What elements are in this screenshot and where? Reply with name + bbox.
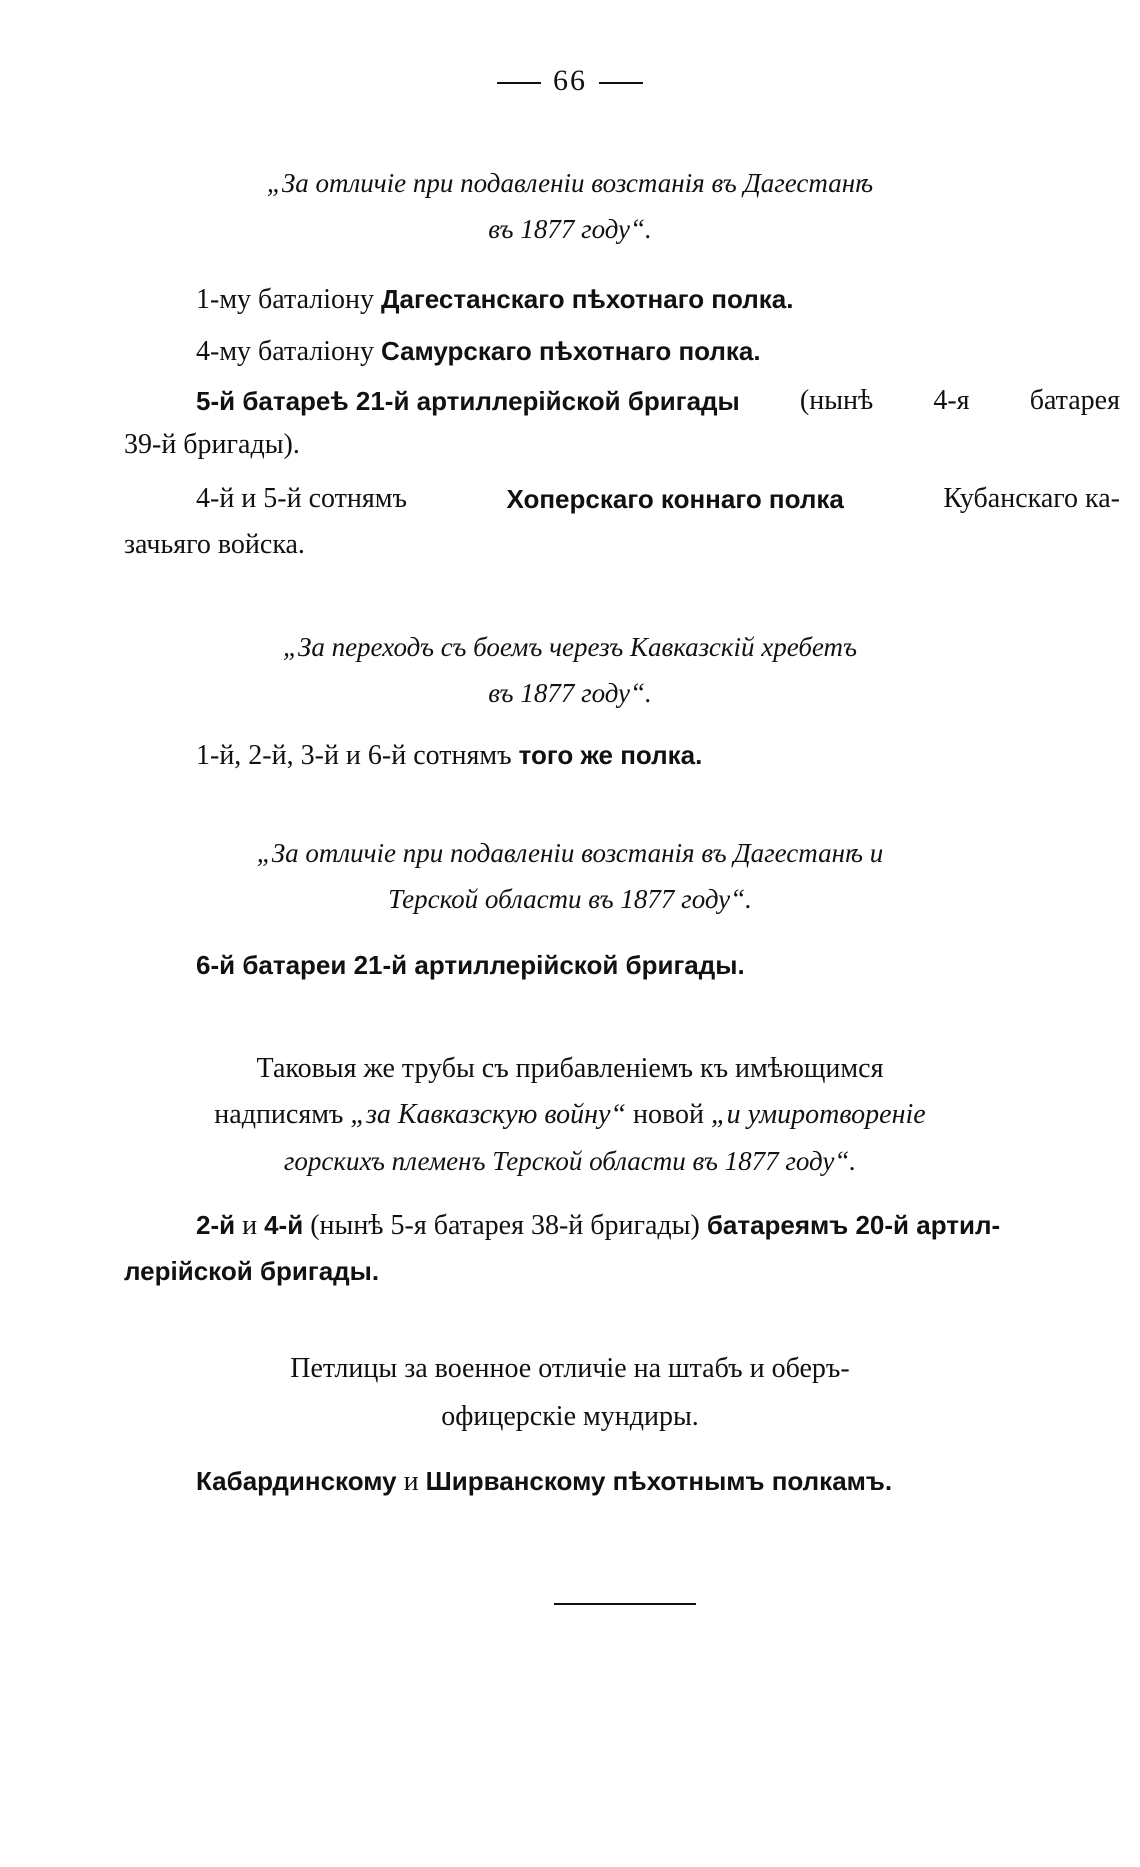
section4-item1-bold-c: батареямъ 20-й артил- (706, 1210, 1001, 1240)
section5-line1: Петлицы за военное отличіе на штабъ и оберъ- (290, 1353, 850, 1384)
section1-item4-bold: Хоперскаго коннаго полка (506, 484, 844, 514)
section1-item3-rest-b: 4-я (933, 385, 970, 416)
section4-line3: горскихъ племенъ Терской области въ 1877 году“. (283, 1146, 857, 1176)
section2-item1-bold: того же полка. (518, 740, 703, 770)
section4-line2 (0, 1092, 1140, 1138)
end-separator-rule (554, 1603, 696, 1605)
section1-item3-rest-c: батарея (1029, 385, 1120, 416)
section5-item1-bold-a: Кабардинскому (196, 1466, 397, 1496)
section4-item1-bold-b: 4-й (264, 1210, 304, 1240)
section1-item1 (196, 276, 793, 323)
section1-caption-line2: въ 1877 году“. (488, 214, 652, 244)
section4-line2-italic: „за Кавказскую войну“ (350, 1099, 626, 1130)
section2-item1 (196, 732, 702, 779)
section4-line2-text: надписямъ (214, 1099, 351, 1130)
section5-item1 (196, 1458, 892, 1505)
page-number-text: 66 (553, 64, 587, 97)
section1-item2-bold: Самурскаго пѣхотнаго полка. (380, 336, 761, 366)
section2-caption-line1: „За переходъ съ боемъ черезъ Кавказскій хребетъ (282, 632, 858, 662)
section1-item2-text: 4-му баталіону (196, 336, 381, 367)
section3-item1 (196, 942, 745, 989)
section4-line2-mid: новой (626, 1099, 711, 1130)
section3-caption-line1: „За отличіе при подавленіи возстанія въ Дагестанѣ и (256, 838, 884, 868)
section3-item1-bold: 6-й батареи 21-й артиллерійской бригады. (196, 950, 745, 980)
section5-item1-bold-b: Ширванскому пѣхотнымъ полкамъ. (425, 1466, 893, 1496)
section4-item1-text-b: (нынѣ 5-я батарея 38-й бригады) (303, 1210, 707, 1241)
section4-item1-text-a: и (235, 1210, 265, 1241)
section4-line1: Таковыя же трубы съ прибавленіемъ къ имѣющимся (256, 1053, 884, 1084)
page-number-dash-left (497, 82, 541, 84)
section4-item1-bold-a: 2-й (196, 1210, 236, 1240)
section1-item1-text: 1-му баталіону (196, 284, 381, 315)
section5-item1-mid: и (396, 1466, 426, 1497)
section1-item4-line2: зачьяго войска. (124, 529, 305, 560)
section4-line2-italic2: „и умиротвореніе (711, 1099, 926, 1130)
page-number (0, 64, 1140, 98)
section1-item3-rest-a: (нынѣ (799, 385, 874, 416)
section1-item3-line1 (196, 378, 1120, 424)
section3-caption-line2: Терской области въ 1877 году“. (388, 884, 752, 914)
section1-caption-line1: „За отличіе при подавленіи возстанія въ Дагестанѣ (266, 168, 874, 198)
section2-caption-line2: въ 1877 году“. (488, 678, 652, 708)
section1-item4-rest: Кубанскаго ка- (943, 483, 1120, 514)
section1-item3-line2: 39-й бригады). (124, 429, 300, 460)
section1-item4-text: 4-й и 5-й сотнямъ (196, 483, 407, 514)
page-number-dash-right (599, 82, 643, 84)
section1-item1-bold: Дагестанскаго пѣхотнаго полка. (380, 284, 794, 314)
section4-item1-line2 (124, 1248, 379, 1295)
section2-item1-text: 1-й, 2-й, 3-й и 6-й сотнямъ (196, 740, 519, 771)
section4-item1-line2-bold: лерійской бригады. (124, 1256, 380, 1286)
section1-item3-bold: 5-й батареѣ 21-й артиллерійской бригады (196, 386, 740, 416)
section1-item2 (196, 328, 761, 375)
section5-line2: офицерскіе мундиры. (441, 1401, 699, 1432)
section4-item1-line1 (196, 1202, 1000, 1249)
section1-item4-line1 (196, 476, 1120, 522)
